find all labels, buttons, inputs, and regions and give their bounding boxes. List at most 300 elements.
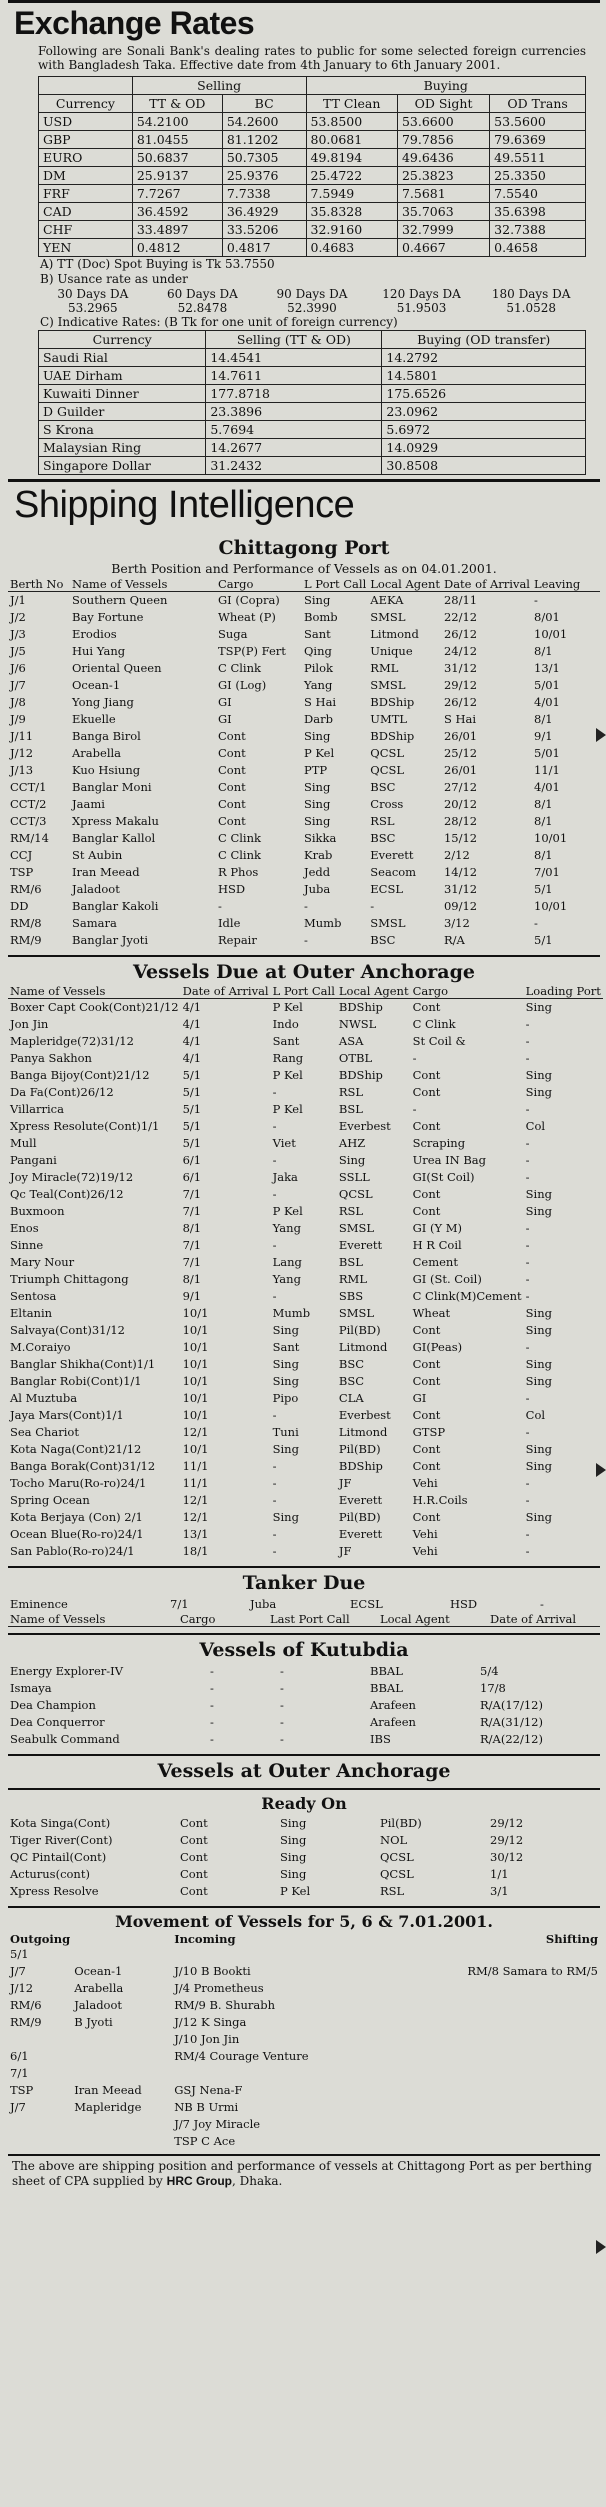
table-cell: SMSL <box>370 610 406 624</box>
table-cell: C Clink <box>218 848 261 862</box>
table-cell: - <box>272 1085 277 1099</box>
table-cell: 177.8718 <box>206 385 382 403</box>
table-cell: Banga Birol <box>72 729 141 743</box>
table-cell: Iran Meead <box>74 2083 142 2097</box>
table-cell: 4/01 <box>534 780 560 794</box>
table-cell: - <box>412 1102 417 1116</box>
table-cell: 18/1 <box>182 1544 209 1558</box>
table-cell: J/2 <box>10 610 26 624</box>
table-cell: Energy Explorer-IV <box>10 1664 123 1678</box>
table-row <box>8 898 600 915</box>
table-cell: S Hai <box>304 695 337 709</box>
table-row <box>8 1118 603 1135</box>
table-cell: - <box>525 1272 530 1286</box>
usance-value: 51.9503 <box>396 301 447 315</box>
table-cell: - <box>540 1597 544 1611</box>
table-cell: 15/12 <box>443 831 478 845</box>
table-cell: - <box>272 1527 277 1541</box>
table-row <box>8 2082 600 2099</box>
table-cell: Dea Champion <box>10 1698 96 1712</box>
table-row <box>8 1186 603 1203</box>
table-cell <box>72 2065 172 2082</box>
table-cell: RM/9 B. Shurabh <box>174 1998 276 2012</box>
table-row <box>8 1152 603 1169</box>
table-row <box>8 1288 603 1305</box>
table-cell: AHZ <box>338 1136 366 1150</box>
table-cell: Sing <box>525 1085 552 1099</box>
table-cell: 10/1 <box>182 1408 209 1422</box>
table-row <box>8 1169 603 1186</box>
usance-value: 52.3990 <box>287 301 337 315</box>
table-cell: 23.3896 <box>206 403 382 421</box>
table-cell <box>72 2133 172 2150</box>
table-cell: QCSL <box>338 1187 373 1201</box>
table-cell: - <box>525 1102 530 1116</box>
table-cell: BBAL <box>370 1664 403 1678</box>
table-cell: RM/8 <box>10 916 42 930</box>
table-row <box>8 1016 603 1033</box>
table-row <box>8 796 600 813</box>
table-cell: Vehi <box>412 1544 438 1558</box>
table-cell: 54.2600 <box>222 113 306 131</box>
table-cell: Arabella <box>72 746 122 760</box>
table-cell: - <box>218 899 222 913</box>
table-row <box>8 1050 603 1067</box>
table-row <box>8 728 600 745</box>
table-cell: 8/1 <box>534 814 553 828</box>
table-row <box>8 932 600 949</box>
table-cell: GSJ Nena-F <box>174 2083 243 2097</box>
table-cell: P Kel <box>304 746 335 760</box>
table-cell: RM/9 <box>10 933 42 947</box>
table-cell: 26/01 <box>443 763 478 777</box>
table-cell: Sing <box>280 1867 307 1881</box>
table-cell: Sing <box>338 1153 366 1167</box>
table-row <box>8 1322 603 1339</box>
usance-label: 90 Days DA <box>276 287 348 301</box>
table-cell: - <box>525 1544 530 1558</box>
table-cell: Cont <box>412 1000 441 1014</box>
table-row <box>8 2065 600 2082</box>
table-cell: Sing <box>525 1000 552 1014</box>
table-cell: CCT/2 <box>10 797 47 811</box>
column-header: Name of Vessels <box>8 1613 178 1627</box>
table-row <box>8 2014 600 2031</box>
table-cell: 28/11 <box>443 593 478 607</box>
table-cell: Cont <box>180 1867 208 1881</box>
selling-group-header: Selling <box>132 77 306 95</box>
table-cell: 31.2432 <box>206 457 382 475</box>
table-row <box>8 1220 603 1237</box>
table-cell: Cross <box>370 797 404 811</box>
table-cell: YEN <box>39 239 133 257</box>
table-cell: - <box>525 1136 530 1150</box>
table-cell: Everbest <box>338 1408 391 1422</box>
table-cell: Vehi <box>412 1476 438 1490</box>
table-cell: Malaysian Ring <box>39 439 206 457</box>
table-cell: Banga Borak(Cont)31/12 <box>10 1459 156 1473</box>
table-cell: Cont <box>218 797 246 811</box>
table-cell: - <box>210 1732 214 1746</box>
table-row <box>8 1101 603 1118</box>
table-cell: Banglar Moni <box>72 780 152 794</box>
table-cell: - <box>280 1664 284 1678</box>
table-cell: 22/12 <box>443 610 478 624</box>
table-cell: Cont <box>180 1850 208 1864</box>
table-cell: 5/1 <box>182 1068 202 1082</box>
table-cell: Banga Bijoy(Cont)21/12 <box>10 1068 150 1082</box>
table-cell <box>8 2116 72 2133</box>
table-cell: Yang <box>304 678 333 692</box>
table-row <box>8 1832 600 1849</box>
table-cell: Sing <box>525 1357 552 1371</box>
table-cell: Juba <box>250 1597 277 1611</box>
table-cell: 25.3350 <box>490 167 586 185</box>
table-row <box>8 881 600 898</box>
column-header: Last Port Call <box>268 1613 378 1627</box>
table-row <box>8 677 600 694</box>
table-cell: 5.6972 <box>382 421 586 439</box>
table-cell: Xpress Resolve <box>10 1884 99 1898</box>
table-row <box>8 999 603 1017</box>
table-cell: Everett <box>370 848 414 862</box>
table-cell: RM/8 Samara to RM/5 <box>467 1964 598 1978</box>
table-cell: Oriental Queen <box>72 661 162 675</box>
table-cell <box>412 2048 600 2065</box>
shipping-heading: Shipping Intelligence <box>8 479 600 527</box>
table-cell: H.R.Coils <box>412 1493 468 1507</box>
column-header: L Port Call <box>272 985 335 998</box>
table-cell: 79.6369 <box>490 131 586 149</box>
footer-text: The above are shipping position and performance of vessels at Chittagong Port as per berthing sheet of CPA supplied by <box>12 2159 592 2188</box>
table-cell: Yang <box>272 1221 301 1235</box>
table-cell: Kuwaiti Dinner <box>39 385 206 403</box>
table-cell: - <box>525 1051 530 1065</box>
table-cell: Banglar Shikha(Cont)1/1 <box>10 1357 156 1371</box>
table-row <box>8 1203 603 1220</box>
table-cell: CCJ <box>10 848 33 862</box>
ready-on-heading: Ready On <box>8 1788 600 1813</box>
table-cell: - <box>272 1153 277 1167</box>
table-cell: - <box>525 1170 530 1184</box>
column-header: TT & OD <box>132 95 222 113</box>
table-cell: C Clink <box>218 831 261 845</box>
table-cell: Sing <box>304 814 331 828</box>
column-header: Cargo <box>216 578 302 592</box>
table-cell: St Coil & <box>412 1034 466 1048</box>
table-cell: Sing <box>304 729 331 743</box>
table-cell: - <box>280 1715 284 1729</box>
table-cell: - <box>272 1476 277 1490</box>
table-cell: S Hai <box>443 712 477 726</box>
table-cell: Cont <box>412 1323 441 1337</box>
table-row <box>8 1084 603 1101</box>
table-cell: J/12 <box>10 1981 34 1995</box>
table-cell: 36.4929 <box>222 203 306 221</box>
table-row <box>39 167 586 185</box>
table-cell: Everbest <box>338 1119 391 1133</box>
table-cell: Kota Singa(Cont) <box>10 1816 111 1830</box>
table-cell: 7.7267 <box>132 185 222 203</box>
table-cell: JF <box>338 1544 352 1558</box>
table-cell: - <box>525 1017 530 1031</box>
table-cell: 25.4722 <box>306 167 397 185</box>
table-cell: M.Coraiyo <box>10 1340 71 1354</box>
table-cell: 31/12 <box>443 661 478 675</box>
table-row <box>8 2133 600 2150</box>
table-cell: 8/01 <box>534 610 560 624</box>
table-cell: RM/6 <box>10 1998 42 2012</box>
table-cell: FRF <box>39 185 133 203</box>
table-cell: Enos <box>10 1221 39 1235</box>
table-cell: RSL <box>338 1204 364 1218</box>
table-cell: EURO <box>39 149 133 167</box>
table-cell: Cont <box>218 814 246 828</box>
table-cell: Cont <box>412 1187 441 1201</box>
table-cell: Sing <box>304 780 331 794</box>
table-cell <box>412 1946 600 1963</box>
table-cell: 10/1 <box>182 1391 209 1405</box>
table-cell: P Kel <box>272 1068 303 1082</box>
column-header: Date of Arrival <box>182 985 269 998</box>
table-row <box>39 185 586 203</box>
table-cell: 5/1 <box>182 1102 202 1116</box>
table-cell: 17/8 <box>480 1681 506 1695</box>
table-cell: TSP <box>10 865 34 879</box>
table-cell: Pil(BD) <box>338 1323 381 1337</box>
table-row <box>8 1997 600 2014</box>
column-header: Selling (TT & OD) <box>206 331 382 349</box>
table-cell: 14.5801 <box>382 367 586 385</box>
indicative-rate-table <box>38 330 586 475</box>
table-cell: HSD <box>218 882 246 896</box>
table-cell: Arafeen <box>370 1715 416 1729</box>
table-cell: CHF <box>39 221 133 239</box>
table-row <box>39 349 586 367</box>
table-cell: Sing <box>272 1323 299 1337</box>
table-cell: 0.4817 <box>222 239 306 257</box>
table-cell: Ismaya <box>10 1681 52 1695</box>
table-cell: Eminence <box>10 1597 68 1611</box>
table-cell: 31/12 <box>443 882 478 896</box>
table-cell <box>8 2133 72 2150</box>
table-cell: Mumb <box>304 916 342 930</box>
table-cell: UMTL <box>370 712 408 726</box>
table-cell: DM <box>39 167 133 185</box>
table-row <box>8 1509 603 1526</box>
table-cell <box>412 2116 600 2133</box>
table-cell: Idle <box>218 916 241 930</box>
usance-value: 51.0528 <box>506 301 556 315</box>
table-cell: P Kel <box>272 1000 303 1014</box>
table-cell: QC Pintail(Cont) <box>10 1850 107 1864</box>
table-cell: 4/1 <box>182 1051 202 1065</box>
table-cell: Jaladoot <box>74 1998 123 2012</box>
table-cell: Sing <box>280 1850 307 1864</box>
table-cell: BSC <box>338 1374 365 1388</box>
table-cell: Sing <box>304 593 331 607</box>
table-cell: Cont <box>218 746 246 760</box>
table-cell: BDShip <box>338 1000 383 1014</box>
table-cell: 26/01 <box>443 729 478 743</box>
table-row <box>8 1441 603 1458</box>
table-row <box>8 2048 600 2065</box>
table-cell: J/5 <box>10 644 26 658</box>
table-cell: Jaka <box>272 1170 298 1184</box>
table-cell: Cement <box>412 1255 458 1269</box>
table-row <box>8 1815 600 1832</box>
table-cell: 79.7856 <box>397 131 489 149</box>
table-cell: Viet <box>272 1136 296 1150</box>
table-cell: 81.0455 <box>132 131 222 149</box>
table-cell: Boxer Capt Cook(Cont)21/12 <box>10 1000 179 1014</box>
table-cell: 12/1 <box>182 1425 209 1439</box>
table-cell: 6/1 <box>182 1170 202 1184</box>
table-cell <box>412 1997 600 2014</box>
table-cell: 25.9137 <box>132 167 222 185</box>
table-cell: Al Muztuba <box>10 1391 78 1405</box>
table-cell: 14.0929 <box>382 439 586 457</box>
table-cell: Cont <box>412 1442 441 1456</box>
table-cell: Ekuelle <box>72 712 116 726</box>
table-cell: - <box>534 593 538 607</box>
table-cell: Xpress Resolute(Cont)1/1 <box>10 1119 160 1133</box>
table-cell: - <box>272 1289 277 1303</box>
table-cell: Acturus(cont) <box>10 1867 90 1881</box>
table-cell: - <box>525 1425 530 1439</box>
table-cell: GI(Peas) <box>412 1340 463 1354</box>
table-cell: R/A(31/12) <box>480 1715 543 1729</box>
table-cell <box>72 2031 172 2048</box>
table-cell: Mumb <box>272 1306 311 1320</box>
table-cell: Kota Berjaya (Con) 2/1 <box>10 1510 143 1524</box>
table-cell: Col <box>525 1408 546 1422</box>
table-cell: Wheat <box>412 1306 451 1320</box>
table-cell: J/12 K Singa <box>174 2015 247 2029</box>
table-cell: Sikka <box>304 831 337 845</box>
table-cell: BDShip <box>338 1459 383 1473</box>
table-cell: Bomb <box>304 610 338 624</box>
table-cell: 14.2677 <box>206 439 382 457</box>
table-cell: 4/1 <box>182 1034 202 1048</box>
table-row <box>8 1033 603 1050</box>
table-row <box>39 239 586 257</box>
table-cell: CCT/3 <box>10 814 47 828</box>
table-cell: Pil(BD) <box>338 1442 381 1456</box>
table-cell: QCSL <box>370 763 405 777</box>
table-cell: 32.9160 <box>306 221 397 239</box>
column-header: Currency <box>39 95 133 113</box>
table-cell: GI (Y M) <box>412 1221 462 1235</box>
table-cell: 14.7611 <box>206 367 382 385</box>
table-cell: GBP <box>39 131 133 149</box>
table-cell: 8/1 <box>534 644 553 658</box>
table-cell: 10/1 <box>182 1357 209 1371</box>
table-cell: - <box>525 1221 530 1235</box>
table-cell: 54.2100 <box>132 113 222 131</box>
note-b: B) Usance rate as under <box>40 272 188 286</box>
exchange-rate-table <box>38 76 586 257</box>
table-cell: UAE Dirham <box>39 367 206 385</box>
table-cell: Sing <box>304 797 331 811</box>
table-row <box>8 1135 603 1152</box>
table-cell: GI (St. Coil) <box>412 1272 482 1286</box>
table-cell: 7/1 <box>170 1597 189 1611</box>
table-cell <box>412 2082 600 2099</box>
table-cell: J/7 Joy Miracle <box>174 2117 261 2131</box>
table-row <box>8 1356 603 1373</box>
kutubdia-heading: Vessels of Kutubdia <box>8 1633 600 1661</box>
table-cell: Repair <box>218 933 257 947</box>
fold-mark-icon <box>596 1463 606 1477</box>
table-row <box>8 915 600 932</box>
footer-company: HRC Group <box>166 2174 232 2188</box>
table-cell: RSL <box>370 814 395 828</box>
table-cell: - <box>534 916 538 930</box>
table-cell: 7.5681 <box>397 185 489 203</box>
table-cell: Banglar Kallol <box>72 831 156 845</box>
kutubdia-table <box>8 1663 600 1748</box>
exchange-rates-section <box>8 0 600 475</box>
table-cell: Qing <box>304 644 332 658</box>
table-cell: 36.4592 <box>132 203 222 221</box>
table-cell: ECSL <box>370 882 403 896</box>
table-row <box>8 1492 603 1509</box>
table-cell: J/7 <box>10 1964 26 1978</box>
table-cell: Arabella <box>74 1981 124 1995</box>
table-cell: 25/12 <box>443 746 478 760</box>
column-header: BC <box>222 95 306 113</box>
table-cell: Rang <box>272 1051 304 1065</box>
table-row <box>8 1963 600 1980</box>
footer-note <box>8 2154 600 2192</box>
table-cell: 29/12 <box>490 1833 524 1847</box>
table-cell: 10/1 <box>182 1442 209 1456</box>
table-cell: BDShip <box>338 1068 383 1082</box>
column-header: Date of Arrival <box>443 578 530 591</box>
table-row <box>39 131 586 149</box>
table-cell: Everett <box>338 1493 383 1507</box>
table-cell <box>412 2014 600 2031</box>
table-cell: P Kel <box>272 1102 303 1116</box>
table-row <box>8 2099 600 2116</box>
table-row <box>8 2031 600 2048</box>
table-cell: Everett <box>338 1238 383 1252</box>
table-cell: 7/1 <box>182 1255 202 1269</box>
table-cell: GTSP <box>412 1425 446 1439</box>
table-cell: GI (Copra) <box>218 593 280 607</box>
table-cell: 5/1 <box>534 882 553 896</box>
table-cell: Mary Nour <box>10 1255 75 1269</box>
table-cell: - <box>525 1391 530 1405</box>
table-cell: Cont <box>412 1510 441 1524</box>
table-row <box>39 439 586 457</box>
table-cell: Tocho Maru(Ro-ro)24/1 <box>10 1476 147 1490</box>
table-cell: Eltanin <box>10 1306 53 1320</box>
table-cell: Sant <box>272 1034 300 1048</box>
table-cell: - <box>304 933 308 947</box>
table-cell: Juba <box>304 882 331 896</box>
table-cell: 11/1 <box>182 1459 209 1473</box>
table-row <box>8 1849 600 1866</box>
table-cell: Krab <box>304 848 333 862</box>
fold-mark-icon <box>596 2240 606 2254</box>
table-cell: Cont <box>412 1119 441 1133</box>
table-cell: Jaladoot <box>72 882 120 896</box>
table-cell: 175.6526 <box>382 385 586 403</box>
table-cell <box>412 2065 600 2082</box>
table-cell: - <box>210 1715 214 1729</box>
